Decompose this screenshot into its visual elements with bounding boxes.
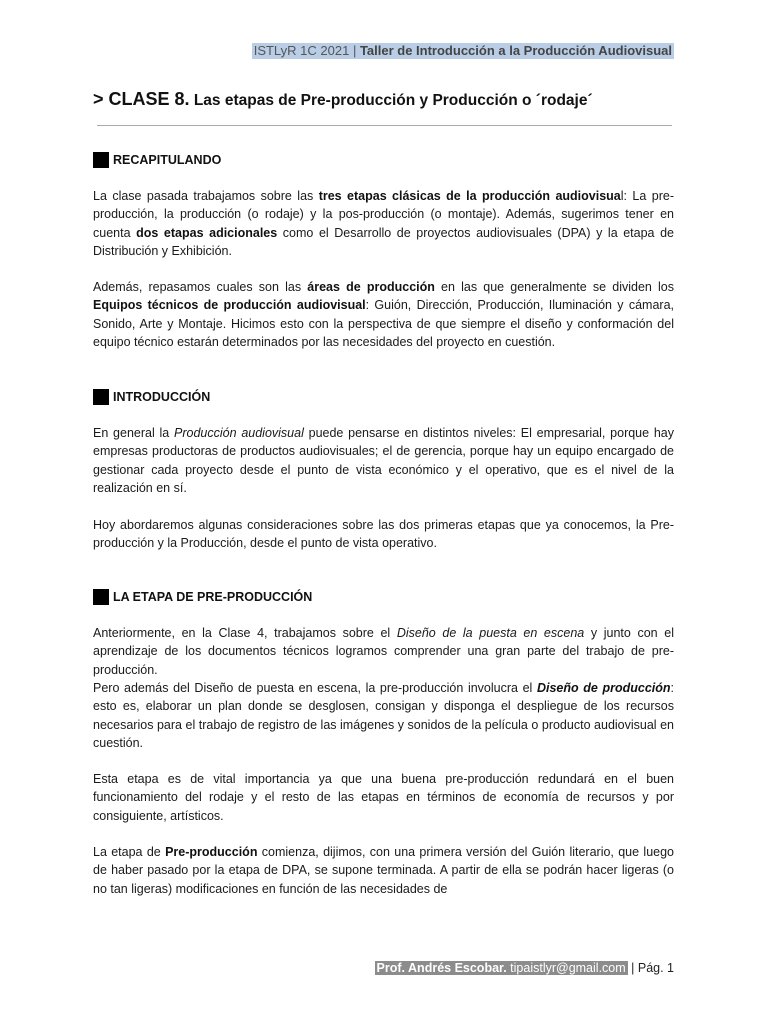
header-separator: | [349, 43, 360, 58]
bold-italic-run: Diseño de producción [536, 681, 671, 695]
text-run: en las que generalmente se dividen los [434, 280, 674, 294]
paragraph-intro-2: Hoy abordaremos algunas consideraciones sobre las dos primeras etapas que ya conocemos, la Pre-producción y la Producción, desde el punto de vista operativo. [93, 518, 674, 551]
paragraph-recap-1 [93, 187, 674, 260]
bold-run: Pre-producción [165, 845, 258, 859]
class-title [93, 88, 593, 112]
footer-author-block [375, 961, 628, 975]
footer-page-number: Pág. 1 [637, 961, 674, 975]
text-run: : Guión, Dirección, Producción, Iluminación y cámara, Sonido, Arte y Montaje. Hicimos esto con la perspectiva de que siempre el diseño y conformación del equipo técnico estarán determinados por las necesidades del proyecto en cuestión. [93, 298, 674, 349]
footer-author: Prof. Andrés Escobar. [376, 961, 507, 975]
section-heading-recap [93, 151, 221, 169]
bold-run: Equipos técnicos de producción audiovisual [93, 298, 366, 313]
paragraph-preproduction-4 [93, 843, 674, 898]
footer-email: tipaistlyr@gmail.com [506, 961, 626, 975]
section-heading-label: RECAPITULANDO [113, 153, 222, 167]
square-bullet-icon [93, 152, 109, 168]
text-run: puede pensarse en distintos niveles: El empresarial, porque hay empresas productoras de productos audiovisuales; el de gerencia, porque hay un equipo encargado de gestionar cada proyecto desde el punto de vista económico y el operativo, que es el nivel de la realización en sí. [93, 426, 675, 495]
text-run: Anteriormente, en la Clase 4, trabajamos sobre el [93, 626, 397, 640]
text-run: Además, repasamos cuales son las [93, 280, 308, 294]
text-run: como el Desarrollo de proyectos audiovisuales (DPA) y la etapa de Distribución y Exhibición. [93, 225, 674, 258]
paragraph-preproduction-3: Esta etapa es de vital importancia ya que una buena pre-producción redundará en el buen funcionamiento del rodaje y el resto de las etapas en términos de economía de recursos y por consiguiente, artísticos. [93, 772, 674, 823]
header-institution: ISTLyR 1C 2021 [253, 43, 350, 58]
square-bullet-icon [93, 589, 109, 605]
paragraph-preproduction-2 [93, 679, 674, 752]
text-run: l: La pre-producción, la producción (o rodaje) y la pos-producción (o montaje). Además, sugerimos tener en cuenta [93, 189, 674, 240]
section-heading-intro [93, 388, 210, 406]
italic-run: Diseño de la puesta en escena [396, 626, 585, 640]
text-run: En general la [93, 426, 175, 440]
paragraph-intro-1 [93, 424, 674, 497]
text-run: La clase pasada trabajamos sobre las [93, 189, 319, 203]
paragraph-preproduction-1 [93, 624, 674, 679]
italic-run: Producción audiovisual [174, 426, 304, 440]
section-heading-label: LA ETAPA DE PRE-PRODUCCIÓN [113, 590, 313, 604]
text-run: La etapa de [93, 845, 166, 859]
text-run: comienza, dijimos, con una primera versión del Guión literario, que luego de haber pasado por la etapa de DPA, se supone terminada. A partir de ella se podrán hacer ligeras (o no tan ligeras) modificaciones en función de las necesidades de [93, 845, 674, 896]
class-title-text: Las etapas de Pre-producción y Producción o ´rodaje´ [189, 92, 593, 109]
header-course: Taller de Introducción a la Producción Audiovisual [359, 43, 672, 58]
section-heading-label: INTRODUCCIÓN [113, 390, 211, 404]
bold-run: dos etapas adicionales [136, 225, 278, 240]
bold-run: tres etapas clásicas de la producción audiovisua [318, 189, 621, 203]
title-divider [97, 125, 672, 126]
text-run: Pero además del Diseño de puesta en escena, la pre-producción involucra el [93, 681, 537, 695]
square-bullet-icon [93, 389, 109, 405]
bold-run: áreas de producción [307, 280, 435, 294]
page-footer [375, 960, 674, 976]
class-title-prefix: > CLASE 8. [93, 89, 190, 109]
text-run: : esto es, elaborar un plan donde se desglosen, consigan y disponga el despliegue de los recursos necesarios para el trabajo de registro de las imágenes y sonidos de la película o producto audiovisual en cuestión. [93, 681, 675, 750]
text-run: y junto con el aprendizaje de los documentos técnicos logramos comprender una gran parte del trabajo de pre-producción. [93, 626, 674, 677]
footer-separator: | [627, 961, 638, 975]
section-heading-preproduction [93, 588, 312, 606]
paragraph-recap-2 [93, 278, 674, 351]
page-header [252, 43, 674, 59]
